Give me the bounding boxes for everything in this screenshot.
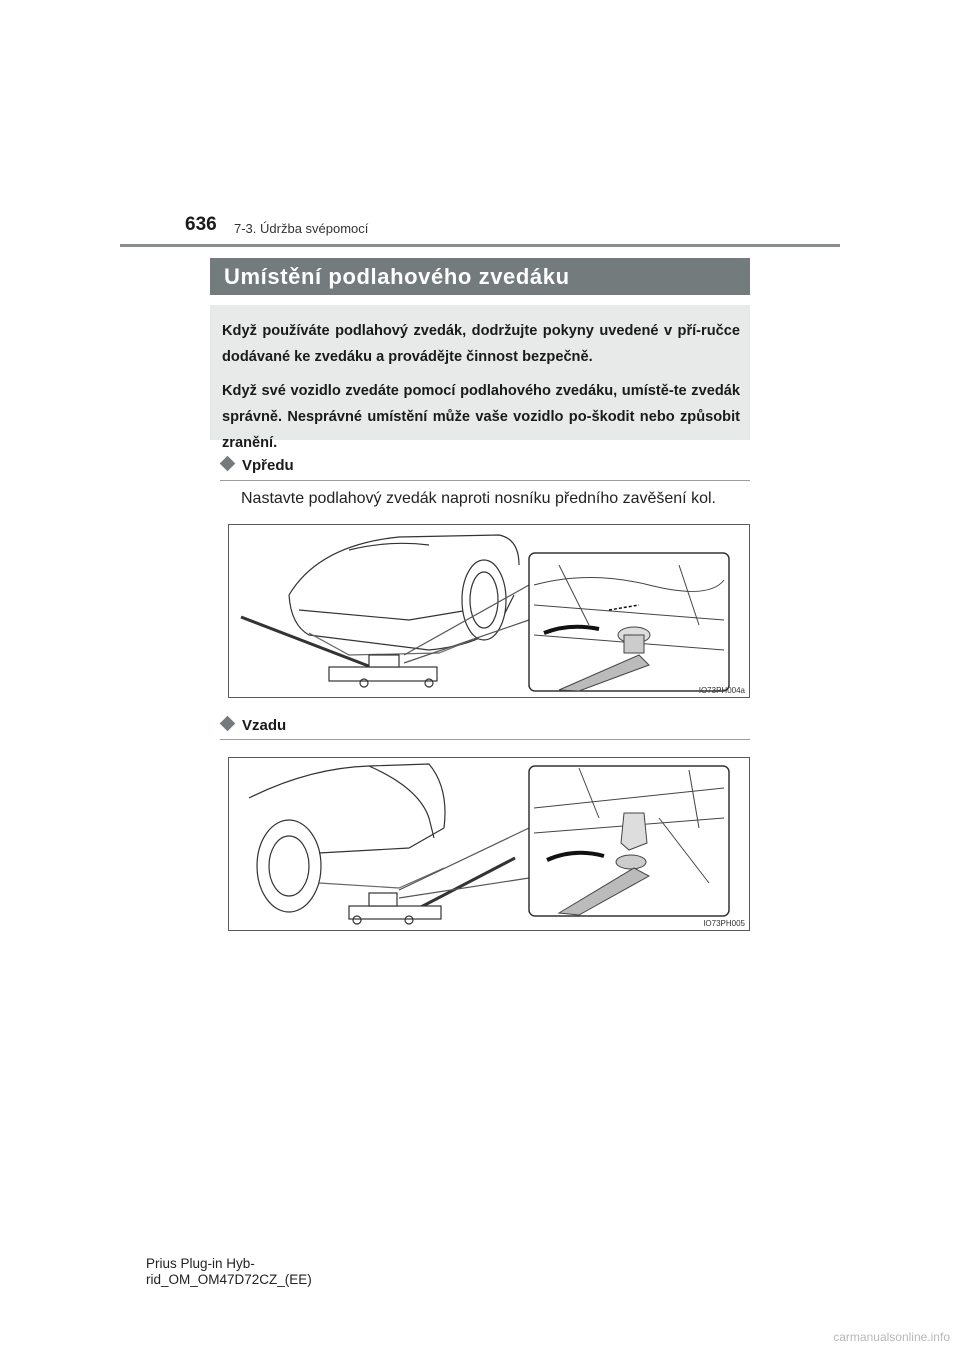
front-heading xyxy=(220,457,750,474)
section-title: 7-3. Údržba svépomocí xyxy=(234,221,369,236)
rear-figure-code: IO73PH005 xyxy=(703,919,745,928)
watermark: carmanualsonline.info xyxy=(833,1330,950,1344)
front-instruction: Nastavte podlahový zvedák naproti nosníku předního zavěšení kol. xyxy=(241,490,716,507)
page-number: 636 xyxy=(185,214,217,235)
front-heading-label: Vpředu xyxy=(242,457,294,474)
footer-line-1: Prius Plug-in Hyb- xyxy=(146,1256,255,1271)
page-title: Umístění podlahového zvedáku xyxy=(210,258,750,295)
front-figure-code: IO73PH004a xyxy=(698,686,745,695)
rear-heading-rule xyxy=(220,739,750,740)
note-box xyxy=(210,305,750,451)
front-jack-figure xyxy=(228,524,750,698)
footer-line-2: rid_OM_OM47D72CZ_(EE) xyxy=(146,1272,312,1287)
rear-heading xyxy=(220,717,750,734)
rear-heading-label: Vzadu xyxy=(242,717,287,734)
diamond-bullet-icon xyxy=(220,456,236,472)
rear-jack-figure xyxy=(228,757,750,931)
front-jack-illustration xyxy=(229,525,749,697)
header-rule xyxy=(120,244,840,247)
front-heading-rule xyxy=(220,480,750,481)
rear-jack-illustration xyxy=(229,758,749,930)
note-paragraph-1: Když používáte podlahový zvedák, dodržujte pokyny uvedené v pří-ručce dodávané ke zvedáku a provádějte činnost bezpečně. xyxy=(222,323,740,365)
diamond-bullet-icon xyxy=(220,716,236,732)
note-paragraph-2: Když své vozidlo zvedáte pomocí podlahového zvedáku, umístě-te zvedák správně. Nesprávné umístění může vaše vozidlo po-škodit nebo způsobit zranění. xyxy=(222,383,740,451)
